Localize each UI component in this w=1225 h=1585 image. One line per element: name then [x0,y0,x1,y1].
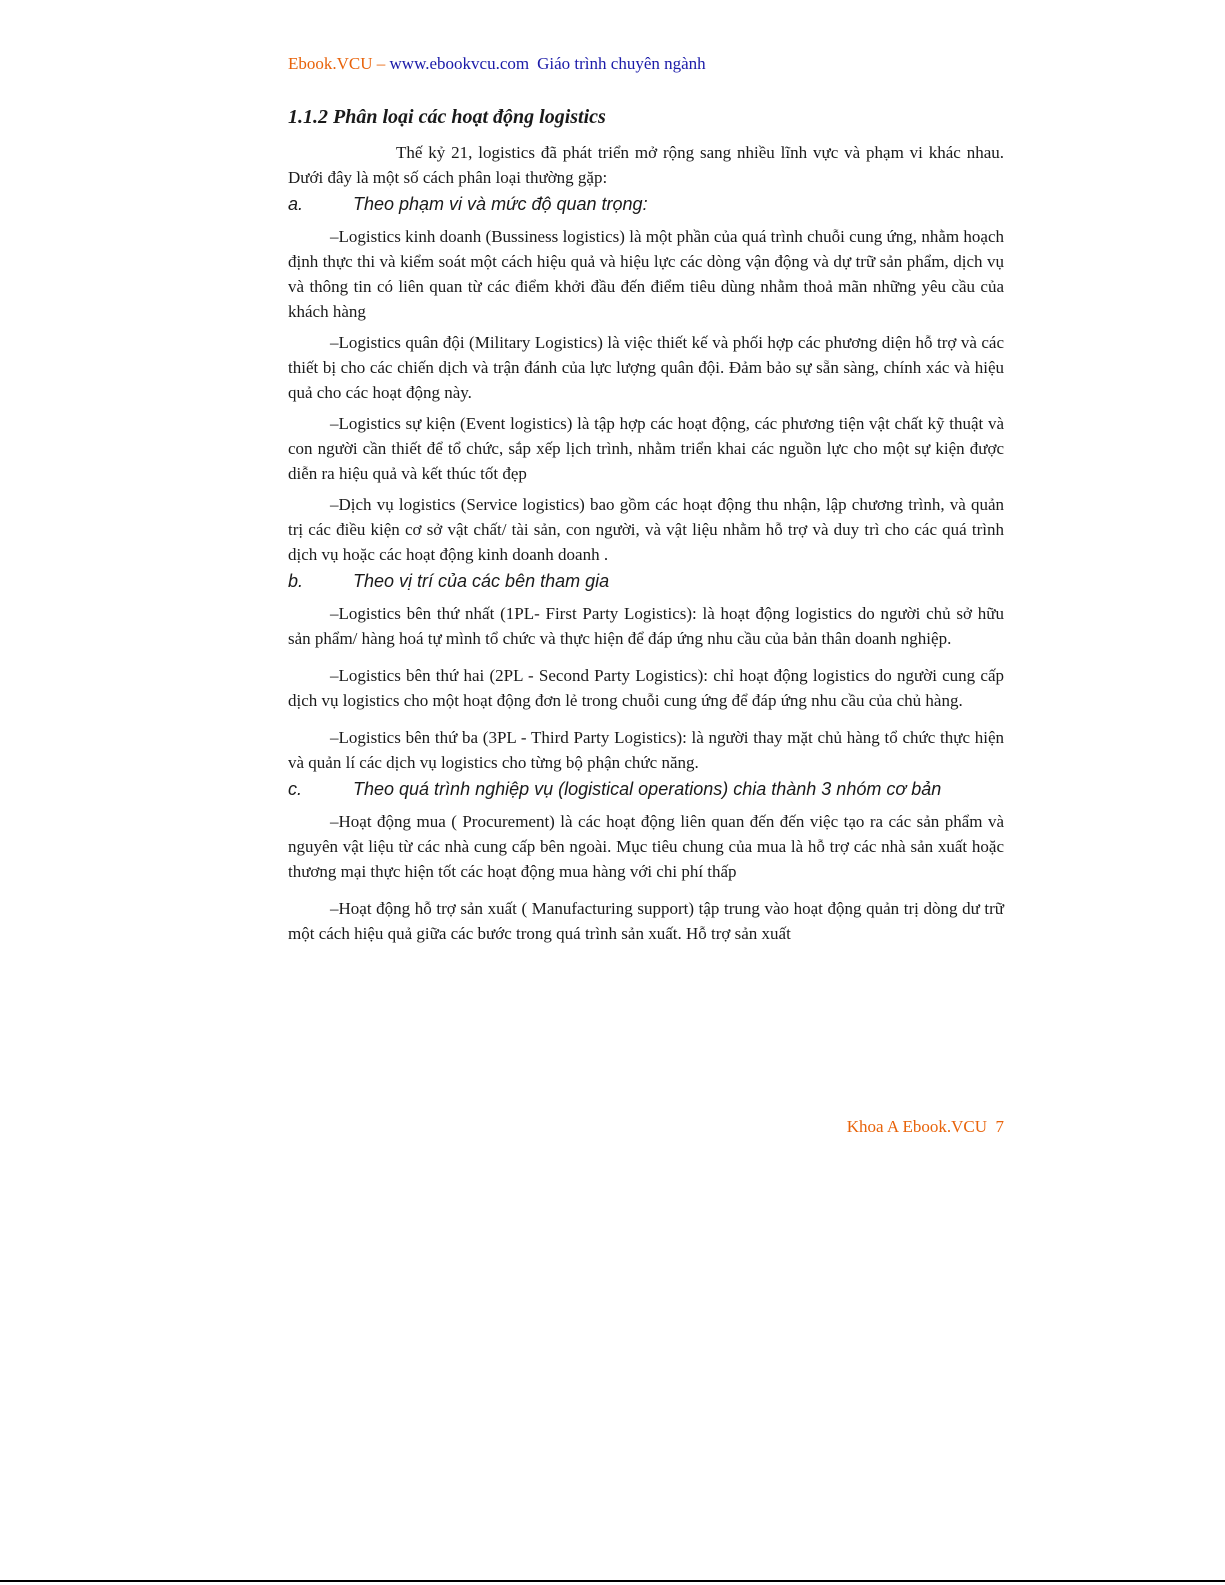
header-url[interactable]: www.ebookvcu.com [389,54,530,73]
paragraph-b2: –Logistics bên thứ hai (2PL - Second Party Logistics): chỉ hoạt động logistics do người cung cấp dịch vụ logistics cho một hoạt động đơn lẻ trong chuỗi cung ứng để đáp ứng nhu cầu của chủ hàng. [288,666,1004,710]
subheading-b [288,567,1004,595]
subheading-b-letter: b. [288,571,304,591]
bottom-divider [0,1580,1225,1582]
subheading-c [288,775,1004,803]
subheading-a [288,190,1004,218]
paragraph-b3: –Logistics bên thứ ba (3PL - Third Party Logistics): là người thay mặt chủ hàng tổ chức thực hiện và quản lí các dịch vụ logistics cho từng bộ phận chức năng. [288,728,1004,772]
subheading-c-letter: c. [288,779,303,799]
paragraph-c2: –Hoạt động hỗ trợ sản xuất ( Manufacturing support) tập trung vào hoạt động quản trị dòng dư trữ một cách hiệu quả giữa các bước trong quá trình sản xuất. Hỗ trợ sản xuất [288,899,1004,943]
document-body [288,140,1004,946]
subheading-c-title: Theo quá trình nghiệp vụ (logistical operations) chia thành 3 nhóm cơ bản [353,779,942,799]
header-separator: – [372,54,390,73]
paragraph-a2: –Logistics quân đội (Military Logistics) là việc thiết kế và phối hợp các phương diện hỗ trợ và các thiết bị cho các chiến dịch và trận đánh của lực lượng quân đội. Đảm bảo sự sẵn sàng, chính xác và hiệu quả cho các hoạt động này. [288,333,1004,402]
subheading-a-letter: a. [288,194,304,214]
header-subtitle: Giáo trình chuyên ngành [537,54,706,73]
footer-text: Khoa A Ebook.VCU [846,1117,987,1136]
paragraph-a3: –Logistics sự kiện (Event logistics) là tập hợp các hoạt động, các phương tiện vật chất kỹ thuật và con người cần thiết để tổ chức, sắp xếp lịch trình, nhằm triển khai các nguồn lực cho một sự kiện được diễn ra hiệu quả và kết thúc tốt đẹp [288,414,1004,483]
paragraph-c1: –Hoạt động mua ( Procurement) là các hoạt động liên quan đến đến việc tạo ra các sản phẩm và nguyên vật liệu từ các nhà cung cấp bên ngoài. Mục tiêu chung của mua là hỗ trợ các nhà sản xuất hoặc thương mại thực hiện tốt các hoạt động mua hàng với chi phí thấp [288,812,1004,881]
page-footer [847,1117,1004,1137]
subheading-b-title: Theo vị trí của các bên tham gia [353,571,610,591]
intro-paragraph: Thế kỷ 21, logistics đã phát triển mở rộng sang nhiều lĩnh vực và phạm vi khác nhau. Dưới đây là một số cách phân loại thường gặp: [288,143,1004,187]
paragraph-a4: –Dịch vụ logistics (Service logistics) bao gồm các hoạt động thu nhận, lập chương trình, và quản trị các điều kiện cơ sở vật chất/ tài sản, con người, và vật liệu nhằm hỗ trợ và duy trì cho các quá trình dịch vụ hoặc các hoạt động kinh doanh doanh . [288,495,1004,564]
subheading-a-title: Theo phạm vi và mức độ quan trọng: [353,194,648,214]
page-number: 7 [995,1117,1004,1136]
page-header [288,54,706,74]
header-brand: Ebook.VCU [288,54,373,73]
paragraph-b1: –Logistics bên thứ nhất (1PL- First Party Logistics): là hoạt động logistics do người chủ sở hữu sản phẩm/ hàng hoá tự mình tổ chức và thực hiện để đáp ứng nhu cầu của bản thân doanh nghiệp. [288,604,1004,648]
paragraph-a1: –Logistics kinh doanh (Bussiness logistics) là một phần của quá trình chuỗi cung ứng, nhằm hoạch định thực thi và kiểm soát một cách hiệu quả và hiệu lực các dòng vận động và dự trữ sản phẩm, dịch vụ và thông tin có liên quan từ các điểm khởi đầu đến điểm tiêu dùng nhằm thoả mãn những yêu cầu của khách hàng [288,227,1004,321]
section-title: 1.1.2 Phân loại các hoạt động logistics [288,106,606,128]
